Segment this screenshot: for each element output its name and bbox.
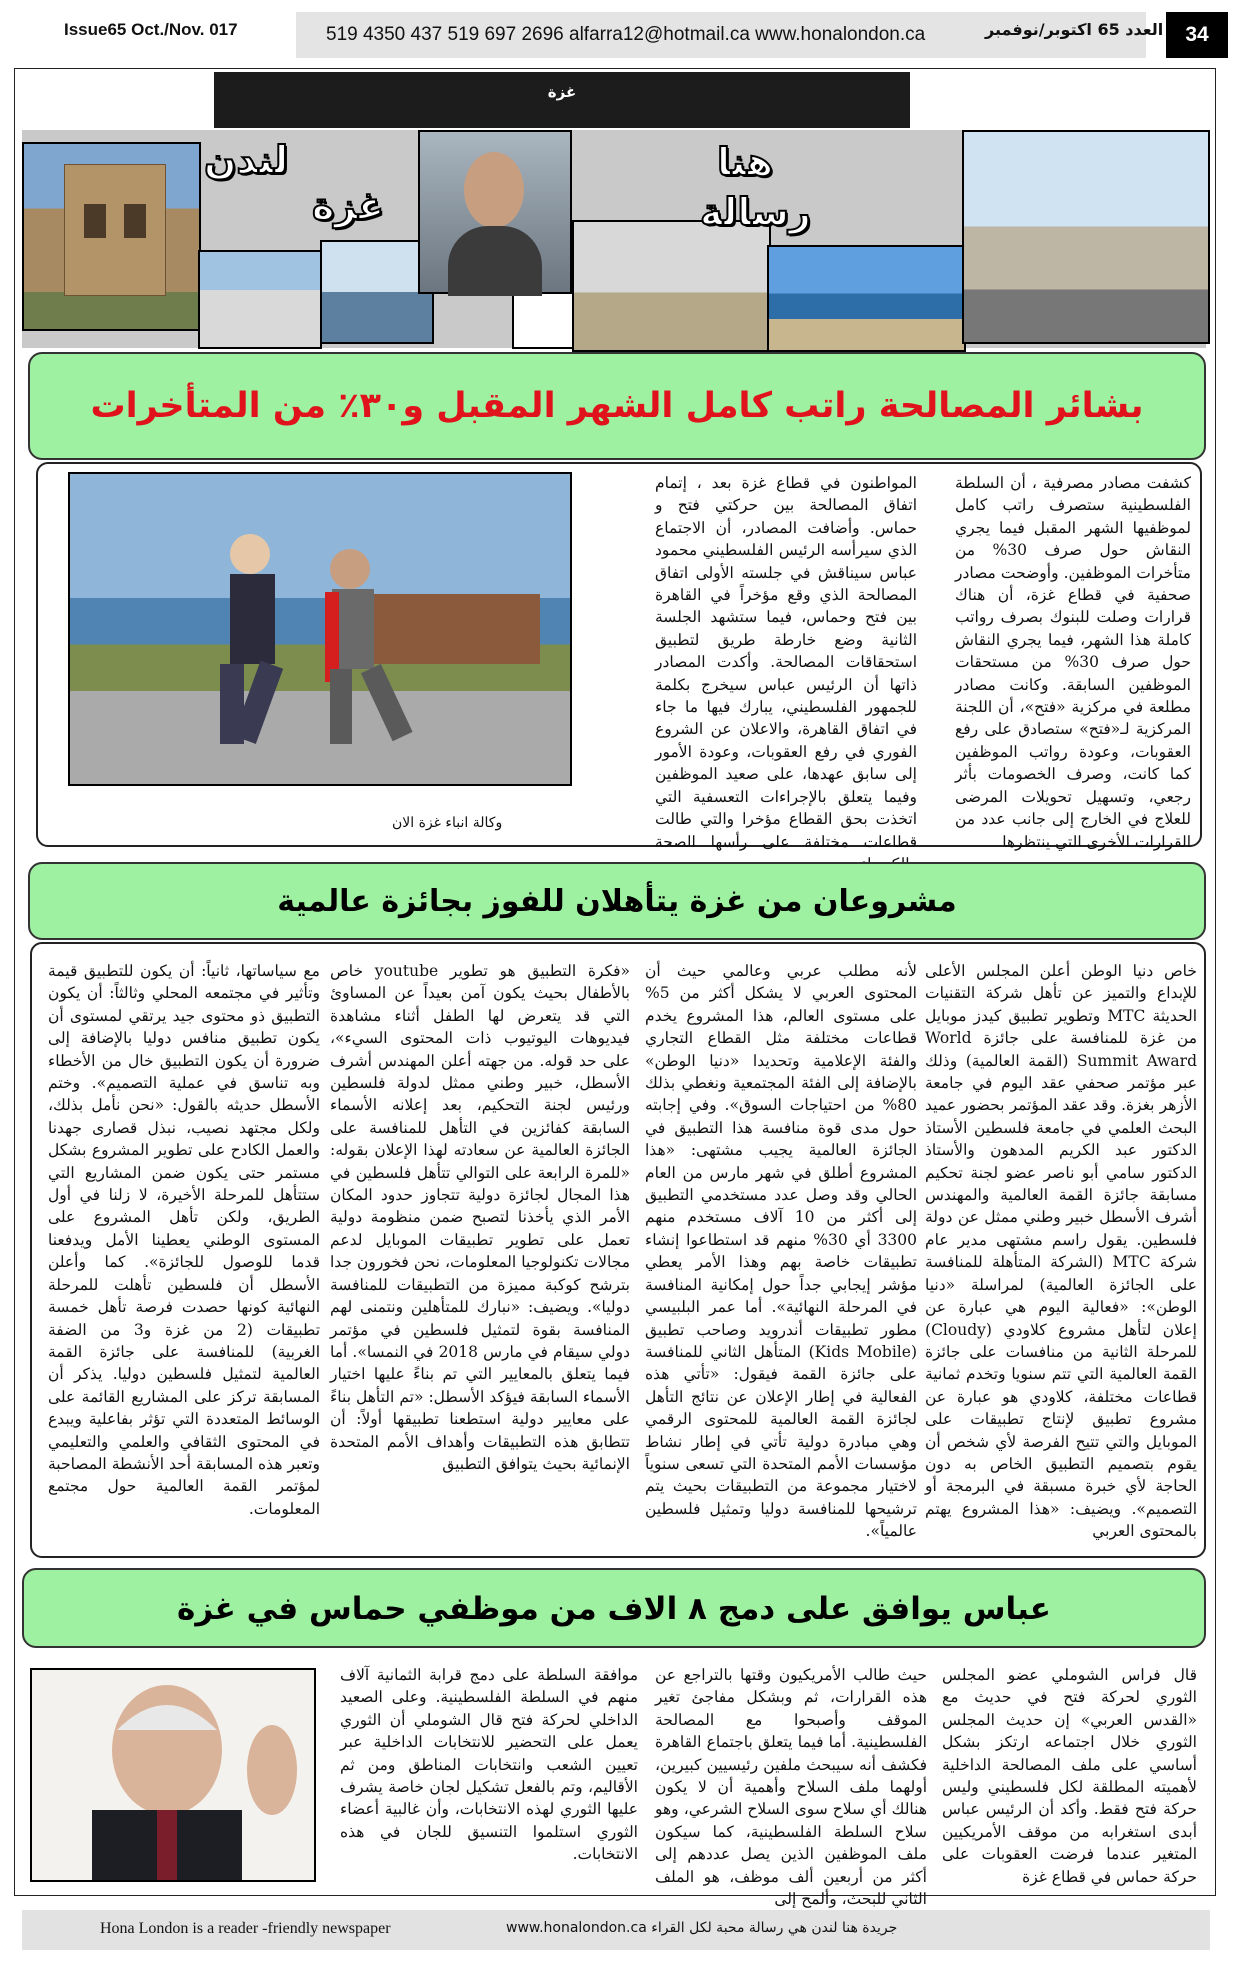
- portrait-icon: [32, 1670, 314, 1880]
- article2-column-1: خاص دنيا الوطن أعلن المجلس الأعلى للإبداع والتميز عن تأهل شركة التقنيات الحديثة MTC وتطوير تطبيق كيدز موبايل من غزة للمنافسة على جائزة World Summit Award (القمة العالمية) وذلك عبر مؤتمر صحفي عقد اليوم في جامعة الأزهر بغزة. وقد عقد المؤتمر بحضور عميد البحث العلمي في جامعة فلسطين الأستاذ الدكتور عبد الكريم المدهون والأستاذ الدكتور سامي أبو ناصر عضو لجنة تحكيم مسابقة جائزة القمة العالمية والمهندس أشرف الأسطل خبير وطني ممثل عن دولة فلسطين. يقول راسم مشتهى مدير عام شركة MTC (الشركة المتأهلة للمنافسة على الجائزة العالمية) لمراسلة «دنيا الوطن»: «فعالية اليوم هي عبارة عن إعلان لتأهل مشروع كلاودي (Cloudy) للمرحلة الثانية من منافسات على جائزة القمة العالمية التي تتم سنويا وتخدم ثمانية قطاعات مختلفة، كلاودي هو عبارة عن مشروع تطبيق لإنتاج تطبيقات على الموبايل والتي تتيح الفرصة لأي شخص أن يقوم بتصميم التطبيق الخاص به دون الحاجة لأي خبرة مسبقة في البرمجة أو التصميم». ويضيف: «هذا المشروع يهتم بالمحتوى العربي: [925, 962, 1197, 1541]
- banner-word-huna: هنا: [717, 140, 774, 184]
- contact-bar: 519 4350 437 519 697 2696 alfarra12@hotmail.ca www.honalondon.ca: [296, 12, 1146, 58]
- banner-photo-sea: [320, 240, 434, 344]
- article3-photo: [30, 1668, 316, 1882]
- dancing-men-icon: [70, 474, 570, 784]
- article2-column-4: مع سياساتها، ثانياً: أن يكون للتطبيق قيمة وتأثير في مجتمعه المحلي وثالثاً: أن يكون التطبيق ذو محتوى جيد يرتقي لمستوى أن يكون تطبيق منافس دوليا بالإضافة إلى ضرورة أن يكون التطبيق خال من الأخطاء وبه تناسق في عملية التصميم». وختم الأسطل حديثه بالقول: «نحن نأمل بذلك، ولكل مجتهد نصيب، نبذل قصارى جهدنا والعمل الكادح على تطوير المشروع بشكل مستمر حتى يكون ضمن المشاريع التي ستتأهل للمرحلة الأخيرة، لا زلنا في أول الطريق، ولكن تأهل المشروع على المستوى الوطني يعطينا الأمل ويدفعنا قدما للوصول للجائزة». كما وأعلن الأسطل أن فلسطين تأهلت للمرحلة النهائية كونها حصدت فرصة تأهل خمسة تطبيقات (2 من غزة و3 من الضفة الغربية) للمنافسة على جائزة القمة العالمية لتمثيل فلسطين دوليا. يذكر أن المسابقة تركز على المشاريع القائمة على الوسائط المتعددة التي تؤثر بفاعلية ويبدع في المحتوى الثقافي والعلمي والتعليمي وتعبر هذه المسابقة أحد الأنشطة المصاحبة لمؤتمر القمة العالمية حول مجتمع المعلومات.: [48, 962, 321, 1518]
- article3-headline: عباس يوافق على دمج ٨ الاف من موظفي حماس في غزة: [22, 1568, 1206, 1648]
- banner-photo-street: [962, 130, 1210, 344]
- article1-photo: [68, 472, 572, 786]
- banner-photo-portrait: [418, 130, 572, 294]
- banner-photo-building: [22, 142, 201, 331]
- article2-column-2: لأنه مطلب عربي وعالمي حيث أن المحتوى العربي لا يشكل أكثر من 5% على مستوى العالم، هذا المشروع يخدم قطاعات مختلفة مثل القطاع التجاري والفئة الإعلامية وتحديدا «دنيا الوطن» بالإضافة إلى الفئة المجتمعية ونغطي بذلك 80% من احتياجات السوق». وفي إجابته حول مدى قوة منافسة هذا التطبيق في الجائزة العالمية يجيب مشتهى: «هذا المشروع أطلق في شهر مارس من العام الحالي وقد وصل عدد مستخدمي التطبيق إلى أكثر من 10 آلاف مستخدم منهم 3300 أي 30% منهم قد استطاعوا إنشاء تطبيقات خاصة بهم وهذا الأمر يعطي مؤشر إيجابي جداً حول إمكانية المنافسة في المرحلة النهائية». أما عمر البلبيسي مطور تطبيقات أندرويد وصاحب تطبيق (Kids Mobile) المتأهل الثاني للمنافسة على جائزة القمة فيقول: «تأتي هذه الفعالية في إطار الإعلان عن نتائج التأهل لجائزة القمة العالمية للمحتوى الرقمي وهي مبادرة دولية تأتي في إطار نشاط مؤسسات الأمم المتحدة التي تسعى سنوياً لاختيار مجموعة من التطبيقات بحيث يتم ترشيحها للمنافسة دوليا وتمثيل فلسطين عالمياً».: [645, 962, 918, 1541]
- banner-photo-palms: [767, 245, 966, 352]
- footer-arabic: جريدة هنا لندن هي رسالة محبة لكل القراء www.honalondon.ca: [506, 1920, 898, 1936]
- article1-credit: وكالة انباء غزة الان: [392, 815, 503, 831]
- banner-photo-gaza-city: [198, 250, 322, 349]
- page-number: 34: [1166, 12, 1228, 58]
- banner-word-risala: رسالة: [700, 190, 811, 234]
- banner-word-gaza: غزة: [312, 184, 385, 228]
- section-tag: غزة: [214, 72, 910, 128]
- page-footer: [22, 1910, 1210, 1950]
- article3-column-1: قال فراس الشوملي عضو المجلس الثوري لحركة فتح في حديث مع «القدس العربي» إن حديث المجلس الثوري خلال اجتماعه ارتكز بشكل أساسي على ملف المصالحة الداخلية لأهميته المطلقة لكل فلسطيني وليس حركة فتح فقط. وأكد أن الرئيس عباس أبدى استغرابه من موقف الأمريكيين المتغير عندما فرضت العقوبات على حركة حماس في قطاع غزة: [942, 1666, 1197, 1886]
- banner-photo-beach: [572, 220, 771, 352]
- article2-headline: مشروعان من غزة يتأهلان للفوز بجائزة عالمية: [28, 862, 1206, 940]
- issue-label: Issue65 Oct./Nov. 017: [64, 20, 238, 39]
- article3-column-3: موافقة السلطة على دمج قرابة الثمانية آلاف منهم في السلطة الفلسطينية. وعلى الصعيد الداخلي لحركة فتح قال الشوملي أن الثوري يعمل على التحضير للانتخابات الداخلية عبر تعيين الشعب وانتخابات المناطق ومن ثم الأقاليم، وتم بالفعل تشكيل لجان خاصة يشرف عليها الثوري لهذه الانتخابات، وأن غالبية أعضاء الثوري استلموا التنسيق للجان في هذه الانتخابات.: [340, 1666, 638, 1864]
- banner-word-london: لندن: [204, 138, 289, 182]
- arabic-issue-label: العدد 65 اكتوبر/نوفمبر: [985, 20, 1164, 39]
- article2-column-3: «فكرة التطبيق هو تطوير youtube خاص بالأطفال بحيث يكون آمن بعيداً عن المساوئ التي قد يتعرض لها الطفل أثناء مشاهدة فيديوهات اليوتيوب ذات المحتوى السيء»، على حد قوله. من جهته أعلن المهندس أشرف الأسطل، خبير وطني ممثل لدولة فلسطين ورئيس لجنة التحكيم، بعد إعلانه الأسماء السابقة كفائزين في التأهل للمنافسة على الجائزة العالمية عن سعادته لهذا الإعلان بقوله: «للمرة الرابعة على التوالي تتأهل فلسطين في هذا المجال لجائزة دولية تتجاوز حدود المكان الأمر الذي يأخذنا لتصبح ضمن منظومة دولية تعمل على تطوير تطبيقات الموبايل لدعم مجالات تكنولوجيا المعلومات، نحن فخورون جدا بترشح كوكبة مميزة من التطبيقات للمنافسة دوليا». ويضيف: «نبارك للمتأهلين ونتمنى لهم المنافسة بقوة لتمثيل فلسطين في مؤتمر دولي سيقام في مارس 2018 في النمسا». أما فيما يتعلق بالمعايير التي تم بناءً عليها اختيار الأسماء السابقة فيؤكد الأسطل: «تم التأهل بناءً على معايير دولية استطعنا تطبيقها أولاً: أن تتطابق هذه التطبيقات وأهداف الأمم المتحدة الإنمائية بحيث يتوافق التطبيق: [330, 962, 630, 1473]
- article3-column-2: حيث طالب الأمريكيون وقتها بالتراجع عن هذه القرارات، ثم وبشكل مفاجئ تغير الموقف وأصبحوا مع المصالحة الفلسطينية. أما فيما يتعلق باجتماع القاهرة فكشف أنه سيبحث ملفين رئيسيين كبيرين، أولهما ملف السلاح وأهمية أن لا يكون هنالك أي سلاح سوى السلاح الشرعي، وهو سلاح السلطة الفلسطينية، كما سيكون ملف الموظفين الذين يصل عددهم إلى أكثر من أربعين ألف موظف، هو الملف الثاني للبحث، وألمح إلى: [655, 1666, 927, 1909]
- page-header: [0, 12, 1247, 58]
- footer-english: Hona London is a reader -friendly newspaper: [100, 1920, 391, 1937]
- masthead-banner: [22, 130, 1206, 348]
- article1-column-right: كشفت مصادر مصرفية ، أن السلطة الفلسطينية ستصرف راتب كامل لموظفيها الشهر المقبل فيما يجري النقاش حول صرف 30% من متأخرات الموظفين. وأوضحت مصادر صحفية في قطاع غزة، أن هناك قرارات وصلت للبنوك بصرف رواتب كاملة هذا الشهر، فيما يجري النقاش حول صرف 30% من مستحقات الموظفين السابقة. وكانت مصادر مطلعة في مركزية «فتح»، أن اللجنة المركزية لـ«فتح» ستصادق على رفع العقوبات، وعودة رواتب الموظفين كما كانت، وصرف الخصومات بأثر رجعي، وتسهيل تحويلات المرضى للعلاج في الخارج إلى جانب عدد من القرارات الأخرى التي ينتظرها: [955, 474, 1191, 851]
- article1-column-left: المواطنون في قطاع غزة بعد ، إتمام اتفاق المصالحة بين حركتي فتح و حماس. وأضافت المصادر، أن الاجتماع الذي سيرأسه الرئيس الفلسطيني محمود عباس سيناقش في جلسته الأولى اتفاق المصالحة الذي وقع مؤخراً في القاهرة بين فتح وحماس، فيما ستشهد الجلسة الثانية وضع خارطة طريق لتطبيق استحقاقات المصالحة. وأكدت المصادر ذاتها أن الرئيس عباس سيخرج بكلمة للجمهور الفلسطيني، يبارك فيها ما جاء في اتفاق القاهرة، والاعلان عن الشروع الفوري في رفع العقوبات، وعودة الأمور إلى سابق عهدها، على صعيد الموظفين وفيما يتعلق بالإجراءات التعسفية التي اتخذت بحق القطاع مؤخرا والتي طالت قطاعات مختلفة على رأسها الصحة: [655, 474, 917, 851]
- article1-headline: بشائر المصالحة راتب كامل الشهر المقبل و٣٠٪ من المتأخرات: [28, 352, 1206, 460]
